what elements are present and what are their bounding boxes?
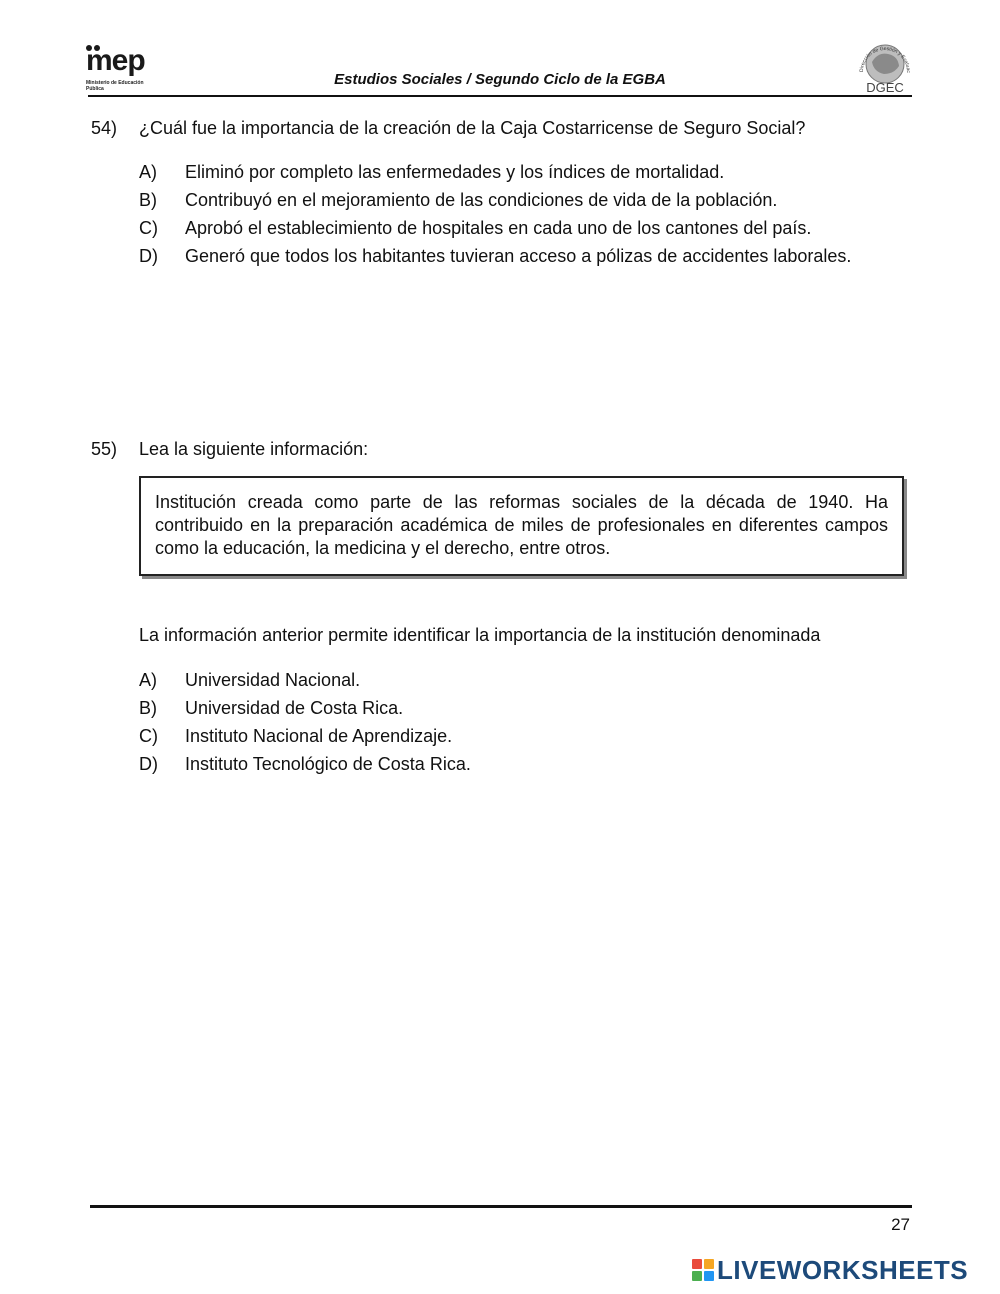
dgec-seal	[854, 34, 916, 96]
q54-options	[139, 158, 904, 270]
mep-logo-text: mep	[86, 44, 145, 77]
option-text: Instituto Tecnológico de Costa Rica.	[185, 754, 471, 774]
footer-divider	[90, 1205, 912, 1208]
liveworksheets-wordmark: LIVEWORKSHEETS	[717, 1255, 969, 1285]
q54-option-c[interactable]	[139, 214, 904, 242]
option-letter: C)	[139, 218, 158, 238]
q55-option-a[interactable]	[139, 666, 904, 694]
q55-options	[139, 666, 904, 778]
option-text: Generó que todos los habitantes tuvieran acceso a pólizas de accidentes laborales.	[185, 246, 852, 266]
q55-prompt: La información anterior permite identificar la importancia de la institución denominada	[139, 625, 821, 645]
option-letter: D)	[139, 754, 158, 774]
q54-option-d[interactable]	[139, 242, 904, 270]
page-number: 27	[891, 1215, 910, 1234]
liveworksheets-logo-icon	[692, 1259, 714, 1281]
option-letter: C)	[139, 726, 158, 746]
dgec-seal-icon	[854, 34, 916, 96]
option-letter: B)	[139, 698, 157, 718]
svg-text:Dirección de Gestión y Evaluac: Dirección de Gestión y Evaluac	[858, 45, 912, 73]
option-letter: A)	[139, 162, 157, 182]
header-divider	[88, 95, 912, 97]
question-number: 55)	[91, 439, 118, 459]
option-letter: B)	[139, 190, 157, 210]
question-number: 54)	[91, 118, 118, 138]
option-text: Universidad Nacional.	[185, 670, 361, 690]
option-text: Aprobó el establecimiento de hospitales en cada uno de los cantones del país.	[185, 218, 812, 238]
q55-option-d[interactable]	[139, 750, 904, 778]
mep-logo-subtitle: Ministerio de Educación Pública	[86, 80, 144, 92]
q54-option-a[interactable]	[139, 158, 904, 186]
option-letter: D)	[139, 246, 158, 266]
option-text: Universidad de Costa Rica.	[185, 698, 404, 718]
option-text: Contribuyó en el mejoramiento de las condiciones de vida de la población.	[185, 190, 778, 210]
svg-text:DGEC: DGEC	[866, 80, 904, 95]
q55-option-c[interactable]	[139, 722, 904, 750]
information-box: Institución creada como parte de las reformas sociales de la década de 1940. Ha contribuido en la preparación académica de miles de profesionales en diferentes campos como la educación, la medicina y el derecho, entre otros.	[139, 476, 904, 576]
option-text: Eliminó por completo las enfermedades y los índices de mortalidad.	[185, 162, 725, 182]
liveworksheets-brand[interactable]	[692, 1256, 992, 1284]
question-stem: Lea la siguiente información:	[139, 439, 369, 459]
option-text: Instituto Nacional de Aprendizaje.	[185, 726, 453, 746]
q55-option-b[interactable]	[139, 694, 904, 722]
q54-option-b[interactable]	[139, 186, 904, 214]
option-letter: A)	[139, 670, 157, 690]
question-stem: ¿Cuál fue la importancia de la creación de la Caja Costarricense de Seguro Social?	[139, 118, 806, 138]
header-title: Estudios Sociales / Segundo Ciclo de la EGBA	[334, 71, 666, 88]
